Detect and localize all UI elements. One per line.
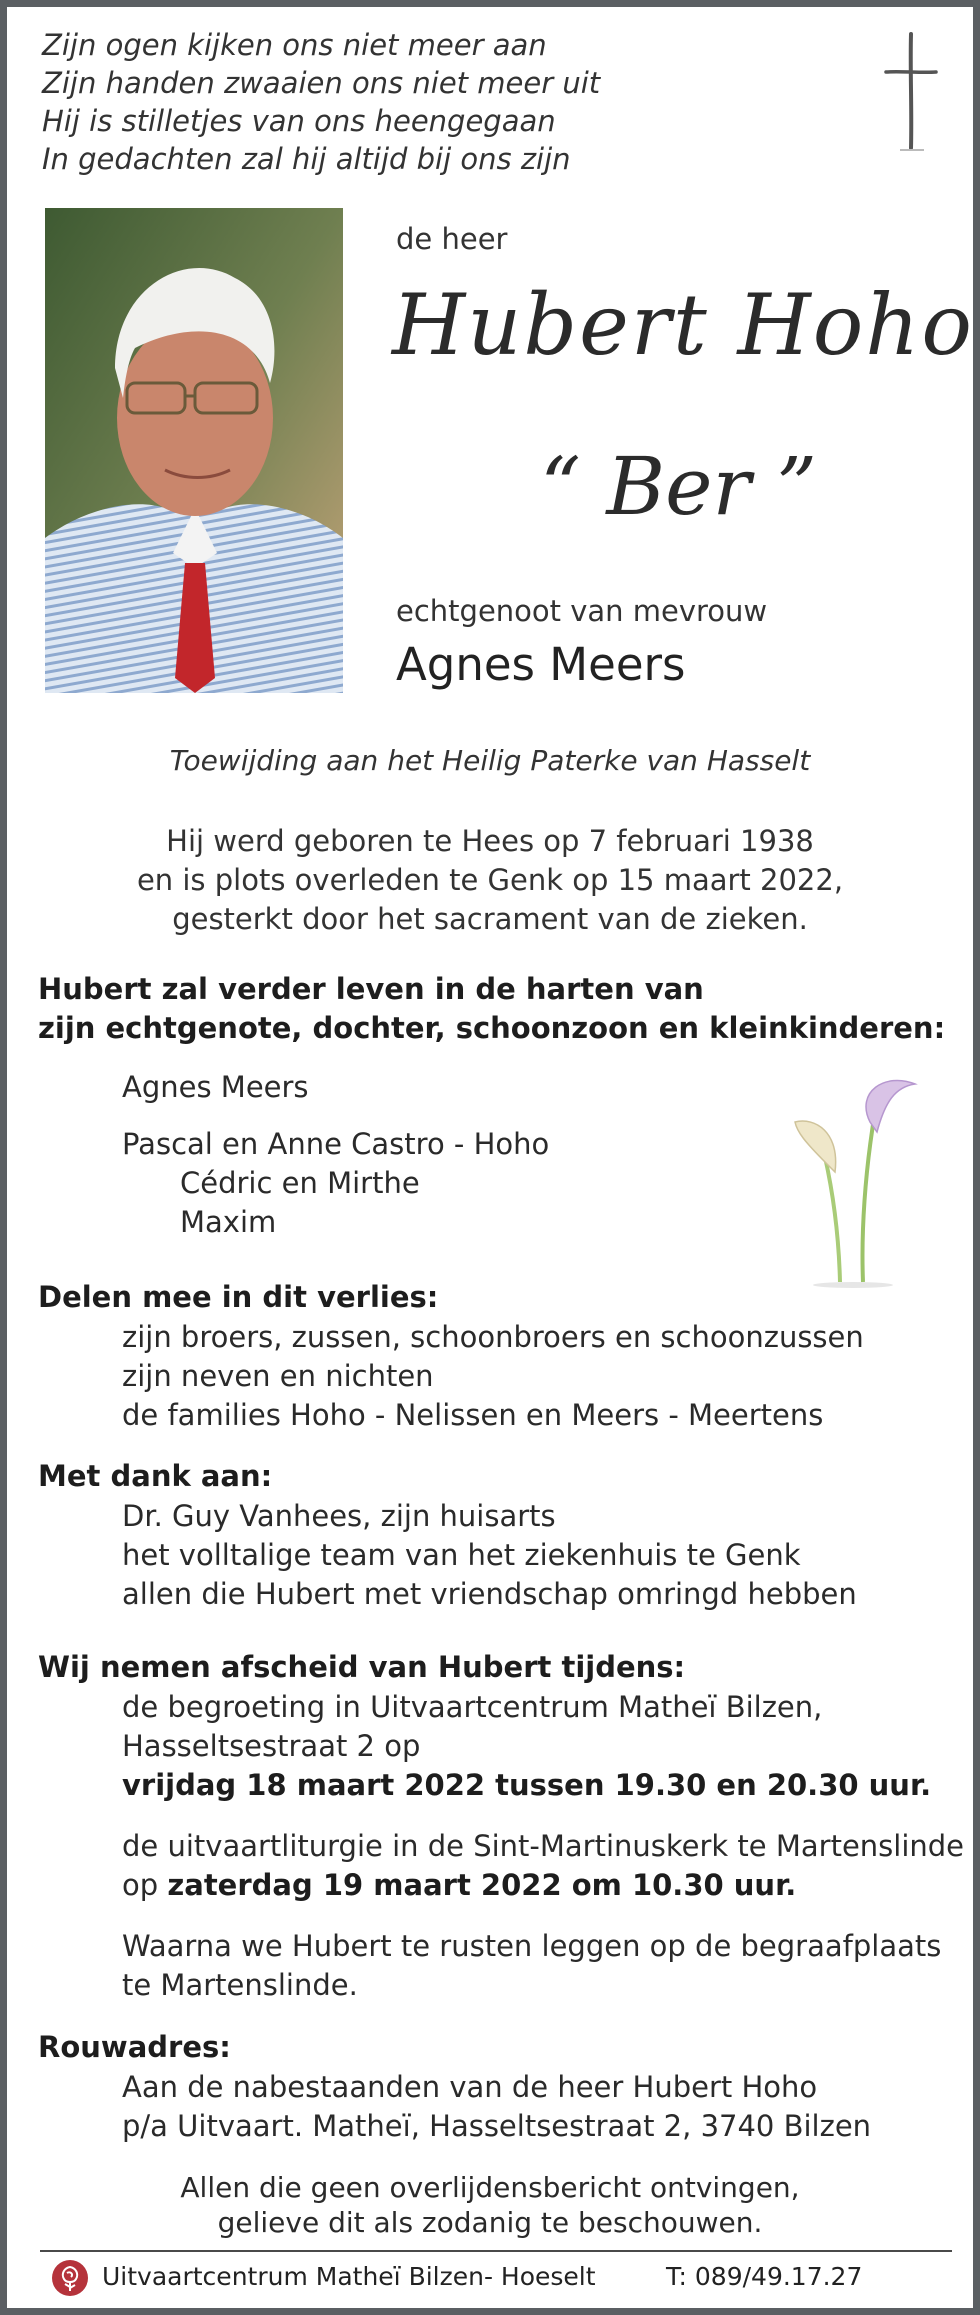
address-heading: Rouwadres: <box>38 2030 231 2064</box>
poem-line: Zijn handen zwaaien ons niet meer uit <box>42 66 601 100</box>
thanks-line: allen die Hubert met vriendschap omringd hebben <box>122 1577 857 1611</box>
deceased-nickname: “ Ber ” <box>540 440 818 533</box>
calla-lily-icon <box>785 1072 920 1292</box>
poem <box>42 26 600 178</box>
address-line: p/a Uitvaart. Matheï, Hasseltsestraat 2, 3740 Bilzen <box>122 2109 872 2143</box>
family-grandchild: Cédric en Mirthe <box>180 1166 420 1200</box>
spouse-label: echtgenoot van mevrouw <box>396 594 768 628</box>
spouse-name: Agnes Meers <box>396 638 686 691</box>
portrait-photo <box>45 208 343 693</box>
farewell-liturgy-time <box>122 1866 796 1905</box>
address-line: Aan de nabestaanden van de heer Hubert Hoho <box>122 2070 818 2104</box>
closing-line: gelieve dit als zodanig te beschouwen. <box>217 2206 763 2239</box>
footer-phone: T: 089/49.17.27 <box>666 2262 863 2291</box>
footer-company: Uitvaartcentrum Matheï Bilzen- Hoeselt <box>102 2262 596 2291</box>
mourners-heading: Delen mee in dit verlies: <box>38 1280 439 1314</box>
thanks-heading: Met dank aan: <box>38 1459 273 1493</box>
farewell-burial-line: te Martenslinde. <box>122 1968 358 2002</box>
cross-icon <box>880 30 940 155</box>
farewell-visit-line: Hasseltsestraat 2 op <box>122 1729 421 1763</box>
birth-line: Hij werd geboren te Hees op 7 februari 1938 <box>166 824 814 858</box>
liturgy-prefix: op <box>122 1868 168 1902</box>
family-grandchild: Maxim <box>180 1205 277 1239</box>
family-heading: Hubert zal verder leven in de harten van <box>38 972 704 1006</box>
thanks-line: Dr. Guy Vanhees, zijn huisarts <box>122 1499 556 1533</box>
farewell-liturgy-line: de uitvaartliturgie in de Sint-Martinuskerk te Martenslinde <box>122 1829 965 1863</box>
family-heading: zijn echtgenote, dochter, schoonzoon en kleinkinderen: <box>38 1011 946 1045</box>
closing-line: Allen die geen overlijdensbericht ontvingen, <box>180 2171 800 2204</box>
liturgy-datetime: zaterdag 19 maart 2022 om 10.30 uur. <box>167 1868 797 1902</box>
dedication: Toewijding aan het Heilig Paterke van Hasselt <box>169 744 811 777</box>
farewell-heading: Wij nemen afscheid van Hubert tijdens: <box>38 1650 686 1684</box>
thanks-line: het volltalige team van het ziekenhuis te Genk <box>122 1538 801 1572</box>
footer-divider <box>40 2250 952 2252</box>
farewell-visit-time: vrijdag 18 maart 2022 tussen 19.30 en 20.30 uur. <box>122 1768 932 1802</box>
title-prefix: de heer <box>396 222 508 256</box>
farewell-visit-line: de begroeting in Uitvaartcentrum Matheï Bilzen, <box>122 1690 823 1724</box>
birth-line: en is plots overleden te Genk op 15 maart 2022, <box>136 863 844 897</box>
closing-note <box>0 2170 980 2240</box>
poem-line: In gedachten zal hij altijd bij ons zijn <box>42 142 571 176</box>
birth-line: gesterkt door het sacrament van de zieken. <box>172 902 808 936</box>
poem-line: Hij is stilletjes van ons heengegaan <box>42 104 556 138</box>
farewell-burial-line: Waarna we Hubert te rusten leggen op de begraafplaats <box>122 1929 942 1963</box>
poem-line: Zijn ogen kijken ons niet meer aan <box>42 28 547 62</box>
birth-death-text <box>0 822 980 939</box>
rose-logo-icon <box>50 2258 90 2298</box>
deceased-name: Hubert Hoho <box>392 276 974 374</box>
mourners-line: zijn broers, zussen, schoonbroers en schoonzussen <box>122 1320 864 1354</box>
family-children: Pascal en Anne Castro - Hoho <box>122 1127 550 1161</box>
mourners-line: zijn neven en nichten <box>122 1359 434 1393</box>
family-spouse: Agnes Meers <box>122 1070 309 1104</box>
mourners-line: de families Hoho - Nelissen en Meers - Meertens <box>122 1398 824 1432</box>
